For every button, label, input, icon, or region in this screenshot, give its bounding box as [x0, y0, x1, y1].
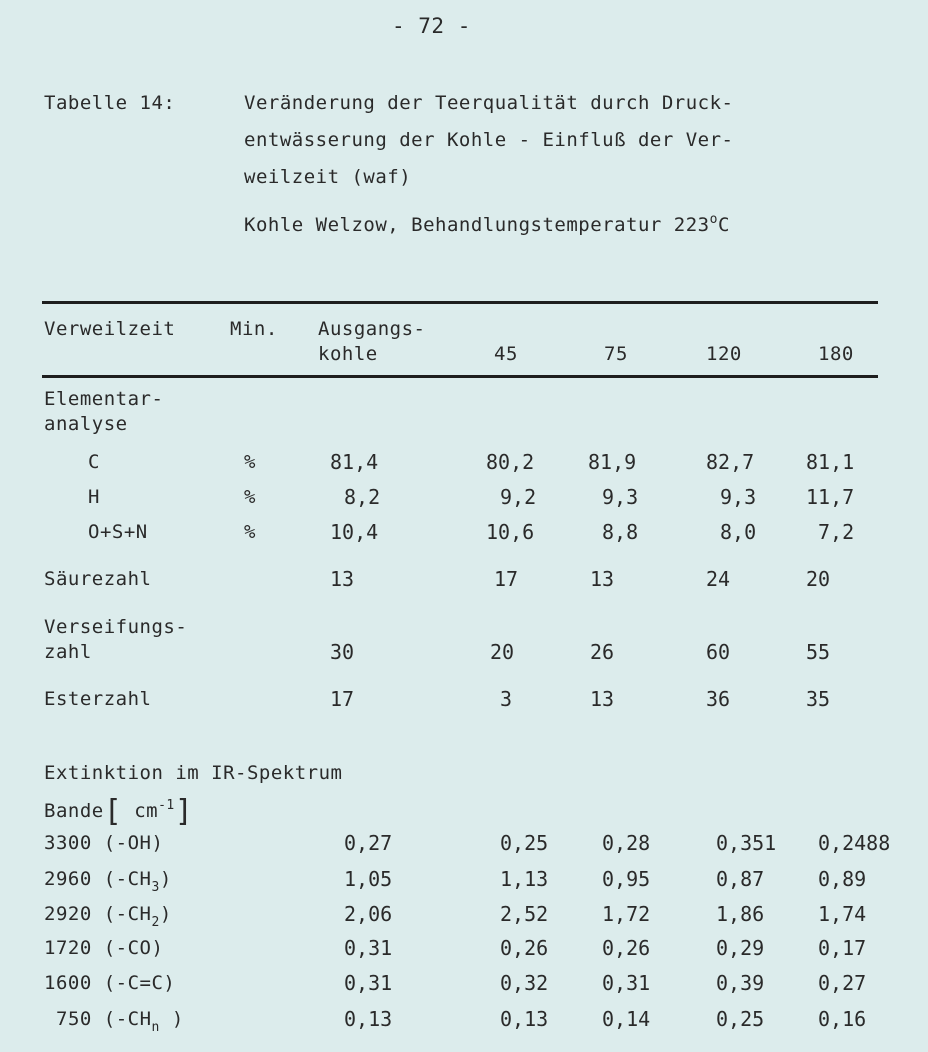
cell-saeure-0: 13: [330, 567, 355, 591]
header-col-75: 75: [604, 343, 628, 365]
ir-3300-4: 0,2488: [818, 831, 891, 855]
ir-1720-3: 0,29: [716, 936, 765, 960]
ir-row-750-label: 750 ($-CH_n$ ): [56, 1008, 184, 1035]
cell-osn-3: 8,0: [720, 520, 757, 544]
ir-row-3300-label: 3300 (-OH): [44, 832, 164, 854]
cell-h-4: 11,7: [806, 485, 855, 509]
row-label-c: C: [88, 451, 100, 473]
cell-osn-1: 10,6: [486, 520, 535, 544]
cell-verseif-4: 55: [806, 640, 831, 664]
cell-verseif-1: 20: [490, 640, 515, 664]
header-unit: Min.: [230, 318, 278, 340]
table-top-rule: [42, 301, 878, 304]
ir-750-4: 0,16: [818, 1007, 867, 1031]
row-unit-h: %: [244, 486, 256, 508]
ir-row-2920-label: 2920 $(-CH_2)$: [44, 903, 172, 930]
table-label: Tabelle 14:: [44, 92, 176, 114]
cell-saeure-4: 20: [806, 567, 831, 591]
cell-c-2: 81,9: [588, 450, 637, 474]
ir-3300-1: 0,25: [500, 831, 549, 855]
ir-2920-3: 1,86: [716, 902, 765, 926]
section-elem-line1: Elementar-: [44, 388, 164, 410]
ir-2960-4: 0,89: [818, 867, 867, 891]
header-col0-line1: Ausgangs-: [318, 318, 426, 340]
ir-3300-3: 0,351: [716, 831, 777, 855]
row-label-verseifung-1: Verseifungs-: [44, 616, 188, 638]
cell-saeure-2: 13: [590, 567, 615, 591]
cell-verseif-2: 26: [590, 640, 615, 664]
ir-row-2960-label: 2960 $(-CH_3)$: [44, 868, 172, 895]
ir-2960-0: 1,05: [344, 867, 393, 891]
ir-2960-2: 0,95: [602, 867, 651, 891]
row-unit-c: %: [244, 451, 256, 473]
ir-row-1720-label: 1720 (-CO): [44, 937, 164, 959]
ir-1720-1: 0,26: [500, 936, 549, 960]
cell-osn-0: 10,4: [330, 520, 379, 544]
ir-1720-4: 0,17: [818, 936, 867, 960]
ir-2960-1: 1,13: [500, 867, 549, 891]
header-col-120: 120: [706, 343, 742, 365]
header-param: Verweilzeit: [44, 318, 176, 340]
cell-verseif-3: 60: [706, 640, 731, 664]
ir-band-header: Bande[ $cm^{-1}$]: [44, 794, 194, 829]
ir-2920-4: 1,74: [818, 902, 867, 926]
cell-saeure-3: 24: [706, 567, 731, 591]
cell-h-1: 9,2: [500, 485, 537, 509]
caption-line-3: weilzeit (waf): [244, 166, 412, 188]
ir-1600-2: 0,31: [602, 971, 651, 995]
header-col-180: 180: [818, 343, 854, 365]
cell-c-0: 81,4: [330, 450, 379, 474]
ir-750-2: 0,14: [602, 1007, 651, 1031]
cell-verseif-0: 30: [330, 640, 355, 664]
row-label-osn: O+S+N: [88, 521, 148, 543]
cell-h-3: 9,3: [720, 485, 757, 509]
header-col-45: 45: [494, 343, 518, 365]
cell-c-4: 81,1: [806, 450, 855, 474]
ir-2920-2: 1,72: [602, 902, 651, 926]
ir-1600-3: 0,39: [716, 971, 765, 995]
caption-line-2: entwässerung der Kohle - Einfluß der Ver-: [244, 129, 734, 151]
ir-2920-0: 2,06: [344, 902, 393, 926]
ir-2920-1: 2,52: [500, 902, 549, 926]
cell-ester-4: 35: [806, 687, 831, 711]
row-label-h: H: [88, 486, 100, 508]
ir-row-1600-label: 1600 (-C=C): [44, 972, 176, 994]
ir-1720-2: 0,26: [602, 936, 651, 960]
ir-1600-4: 0,27: [818, 971, 867, 995]
header-col0-line2: kohle: [318, 343, 378, 365]
ir-3300-0: 0,27: [344, 831, 393, 855]
cell-saeure-1: 17: [494, 567, 519, 591]
ir-2960-3: 0,87: [716, 867, 765, 891]
cell-h-0: 8,2: [344, 485, 381, 509]
ir-1600-1: 0,32: [500, 971, 549, 995]
row-label-saeurezahl: Säurezahl: [44, 568, 152, 590]
cell-ester-0: 17: [330, 687, 355, 711]
cell-ester-1: 3: [500, 687, 513, 711]
header-bottom-rule: [42, 375, 878, 378]
row-label-verseifung-2: zahl: [44, 641, 92, 663]
cell-c-1: 80,2: [486, 450, 535, 474]
page-number: - 72 -: [392, 14, 471, 38]
caption-line-1: Veränderung der Teerqualität durch Druck-: [244, 92, 734, 114]
ir-1600-0: 0,31: [344, 971, 393, 995]
row-unit-osn: %: [244, 521, 256, 543]
cell-ester-3: 36: [706, 687, 731, 711]
ir-750-1: 0,13: [500, 1007, 549, 1031]
cell-ester-2: 13: [590, 687, 615, 711]
row-label-esterzahl: Esterzahl: [44, 688, 152, 710]
caption-subtitle: Kohle Welzow, Behandlungstemperatur 223$^o$C: [244, 212, 730, 236]
section-elem-line2: analyse: [44, 413, 128, 435]
cell-osn-4: 7,2: [818, 520, 855, 544]
cell-osn-2: 8,8: [602, 520, 639, 544]
cell-h-2: 9,3: [602, 485, 639, 509]
ir-750-0: 0,13: [344, 1007, 393, 1031]
ir-1720-0: 0,31: [344, 936, 393, 960]
ir-3300-2: 0,28: [602, 831, 651, 855]
ir-title: Extinktion im IR-Spektrum: [44, 762, 343, 784]
cell-c-3: 82,7: [706, 450, 755, 474]
ir-750-3: 0,25: [716, 1007, 765, 1031]
